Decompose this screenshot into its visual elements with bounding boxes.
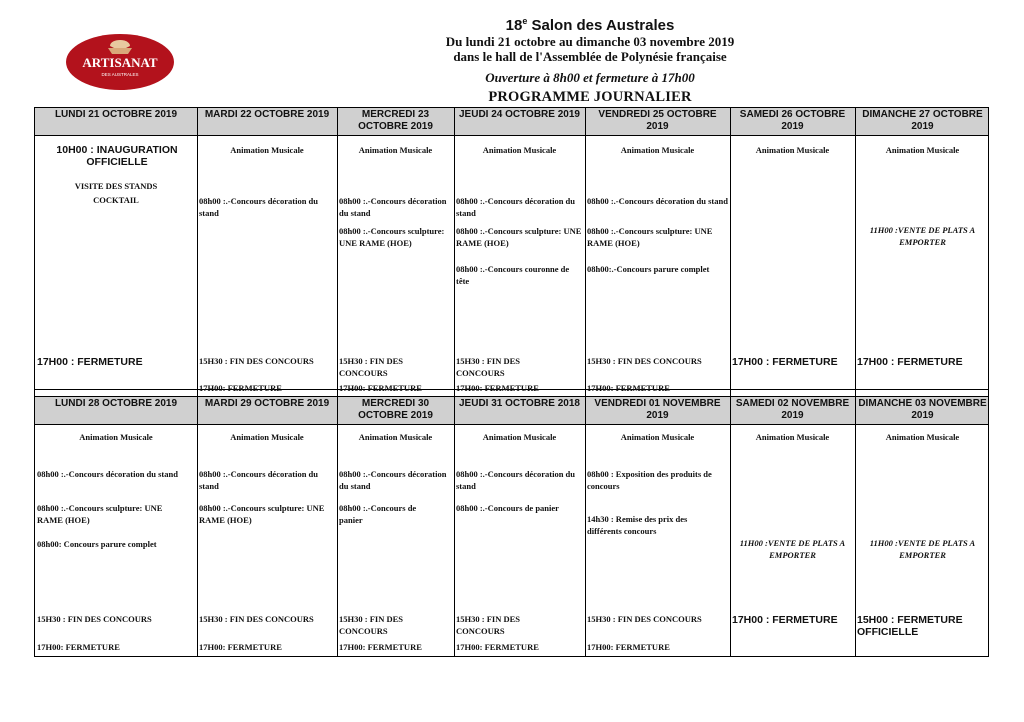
- event-text: Animation Musicale: [620, 145, 695, 155]
- event-text: 15H30 : FIN DES CONCOURS: [456, 356, 520, 378]
- event-dates: Du lundi 21 octobre au dimanche 03 novembre 2019: [445, 34, 735, 49]
- event-text: 11H00 :VENTE DE PLATS A EMPORTER: [739, 538, 846, 560]
- schedule-table: [34, 107, 989, 657]
- event-text: 17H00: FERMETURE: [456, 642, 539, 652]
- event-text: Animation Musicale: [79, 432, 153, 442]
- event-text: 15H30 : FIN DES CONCOURS: [339, 356, 403, 378]
- event-text: 15H30 : FIN DES CONCOURS: [587, 614, 702, 624]
- event-text: 15H30 : FIN DES CONCOURS: [339, 614, 403, 636]
- event-text: 17H00: FERMETURE: [456, 383, 539, 393]
- event-text: 17H00 : FERMETURE: [857, 356, 963, 368]
- event-text: 10H00 : INAUGURATION OFFICIELLE: [56, 144, 178, 168]
- event-text: 08h00 :.-Concours décoration du stand: [587, 196, 728, 206]
- day-header: DIMANCHE 27 OCTOBRE 2019: [862, 109, 983, 132]
- event-text: 08h00 :.-Concours sculpture: UNE RAME (HOE): [199, 503, 325, 525]
- event-text: 08h00 :.-Concours décoration du stand: [339, 469, 447, 491]
- day-header: JEUDI 31 OCTOBRE 2018: [459, 398, 580, 409]
- event-text: VISITE DES STANDS: [74, 181, 158, 191]
- day-header: MERCREDI 23 OCTOBRE 2019: [358, 109, 433, 132]
- event-text: 08h00:.-Concours parure complet: [587, 264, 710, 274]
- event-text: 11H00 :VENTE DE PLATS A EMPORTER: [869, 225, 976, 247]
- day-header: MERCREDI 30 OCTOBRE 2019: [358, 398, 433, 421]
- event-text: 08h00 :.-Concours couronne de tête: [456, 264, 570, 286]
- day-header: DIMANCHE 03 NOVEMBRE 2019: [858, 398, 987, 421]
- event-text: Animation Musicale: [755, 145, 830, 155]
- day-header: SAMEDI 26 OCTOBRE 2019: [739, 109, 846, 132]
- artisanat-logo: [64, 28, 176, 92]
- event-text: 17H00: FERMETURE: [339, 642, 422, 652]
- day-header: MARDI 29 OCTOBRE 2019: [204, 398, 330, 409]
- event-text: 08h00 :.-Concours décoration du stand: [339, 196, 447, 218]
- event-text: COCKTAIL: [93, 195, 139, 205]
- event-text: 08h00 :.-Concours sculpture: UNE RAME (HOE): [587, 226, 713, 248]
- event-location: dans le hall de l'Assemblée de Polynésie française: [453, 49, 727, 64]
- event-text: Animation Musicale: [230, 432, 304, 442]
- event-text: 08h00 :.-Concours décoration du stand: [37, 469, 178, 479]
- programme-title: PROGRAMME JOURNALIER: [488, 89, 692, 105]
- event-text: 15H30 : FIN DES CONCOURS: [199, 614, 314, 624]
- event-text: Animation Musicale: [230, 145, 304, 155]
- event-text: 17H00 : FERMETURE: [37, 356, 143, 368]
- event-text: Animation Musicale: [885, 432, 960, 442]
- event-text: 08h00 :.-Concours décoration du stand: [199, 469, 319, 491]
- event-text: 08h00 :.-Concours sculpture: UNE RAME (HOE): [339, 226, 445, 248]
- event-text: 17H00: FERMETURE: [199, 383, 282, 393]
- event-text: Animation Musicale: [620, 432, 695, 442]
- day-header: MARDI 22 OCTOBRE 2019: [204, 109, 330, 120]
- event-text: Animation Musicale: [755, 432, 830, 442]
- event-text: 17H00: FERMETURE: [339, 383, 422, 393]
- event-text: 08h00 :.-Concours sculpture: UNE RAME (HOE): [456, 226, 582, 248]
- event-text: 15H00 : FERMETURE OFFICIELLE: [857, 614, 963, 638]
- event-text: 08h00 :.-Concours décoration du stand: [456, 469, 576, 491]
- event-text: 17H00: FERMETURE: [587, 383, 670, 393]
- event-text: 08h00 :.-Concours de panier: [339, 503, 417, 525]
- event-text: 08h00 : Exposition des produits de concours: [587, 469, 712, 491]
- event-text: 08h00 :.-Concours de panier: [456, 503, 559, 513]
- event-text: 17H00 : FERMETURE: [732, 356, 838, 368]
- event-text: Animation Musicale: [482, 145, 557, 155]
- day-header: LUNDI 28 OCTOBRE 2019: [54, 398, 178, 409]
- event-text: 15H30 : FIN DES CONCOURS: [456, 614, 520, 636]
- event-text: Animation Musicale: [358, 432, 433, 442]
- event-text: 08h00 :.-Concours décoration du stand: [456, 196, 576, 218]
- event-text: 11H00 :VENTE DE PLATS A EMPORTER: [869, 538, 976, 560]
- event-text: 08h00 :.-Concours sculpture: UNE RAME (HOE): [37, 503, 163, 525]
- event-text: 17H00: FERMETURE: [37, 642, 120, 652]
- day-header: LUNDI 21 OCTOBRE 2019: [54, 109, 178, 120]
- event-text: 15H30 : FIN DES CONCOURS: [37, 614, 152, 624]
- page-title: 18e Salon des Australes: [505, 16, 675, 34]
- logo-text: ARTISANAT: [82, 55, 158, 70]
- logo-subtext: DES AUSTRALES: [101, 72, 139, 77]
- day-header: VENDREDI 25 OCTOBRE 2019: [598, 109, 717, 132]
- event-text: 15H30 : FIN DES CONCOURS: [199, 356, 314, 366]
- event-text: Animation Musicale: [358, 145, 433, 155]
- event-text: 08h00 :.-Concours décoration du stand: [199, 196, 319, 218]
- day-header: SAMEDI 02 NOVEMBRE 2019: [735, 398, 850, 421]
- event-text: 08h00: Concours parure complet: [37, 539, 157, 549]
- event-text: Animation Musicale: [885, 145, 960, 155]
- opening-hours: Ouverture à 8h00 et fermeture à 17h00: [485, 70, 695, 85]
- event-text: 17H00: FERMETURE: [587, 642, 670, 652]
- event-text: Animation Musicale: [482, 432, 557, 442]
- event-text: 15H30 : FIN DES CONCOURS: [587, 356, 702, 366]
- day-header: JEUDI 24 OCTOBRE 2019: [459, 109, 580, 120]
- event-text: 17H00 : FERMETURE: [732, 614, 838, 626]
- event-text: 17H00: FERMETURE: [199, 642, 282, 652]
- event-text: 14h30 : Remise des prix des différents concours: [587, 514, 688, 536]
- day-header: VENDREDI 01 NOVEMBRE 2019: [594, 398, 721, 421]
